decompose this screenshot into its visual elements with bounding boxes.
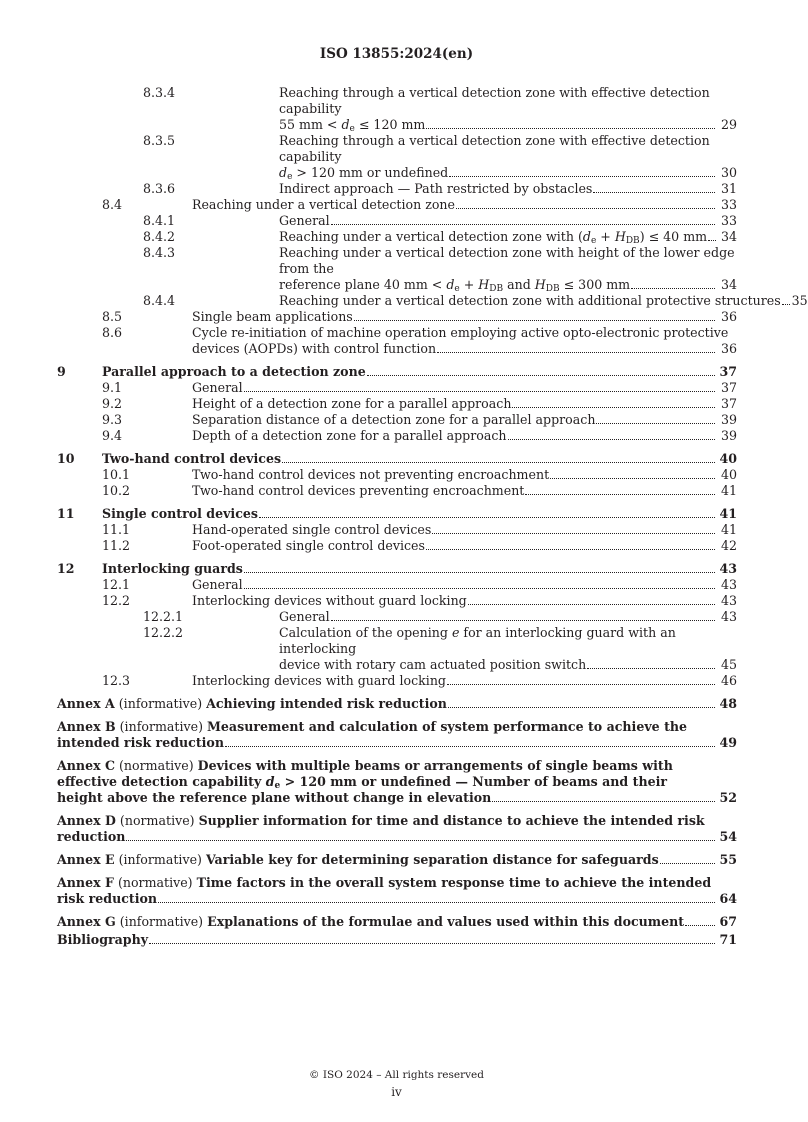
dot-leader (158, 902, 715, 903)
annex-status: (normative) (115, 813, 199, 828)
toc-entry-annex-g[interactable] (57, 914, 737, 930)
subscript-e: e (454, 284, 460, 294)
toc-number: 8.5 (102, 309, 123, 324)
annex-title: Devices with multiple beams or arrangements of single beams with (197, 758, 673, 773)
annex-label: Annex B (57, 719, 116, 734)
toc-number: 8.6 (102, 325, 123, 340)
toc-text: for an interlocking guard with an interlocking (279, 625, 676, 656)
toc-number: 8.3.5 (143, 133, 176, 148)
toc-entry-8-4-4[interactable] (57, 293, 808, 309)
footer-copyright: © ISO 2024 – All rights reserved (309, 1069, 484, 1081)
toc-entry-8-3-6[interactable] (57, 181, 737, 197)
subscript-db: DB (545, 284, 560, 294)
toc-page-number: 42 (720, 538, 737, 553)
toc-title: Separation distance of a detection zone for a parallel approach (192, 412, 596, 427)
toc-page-number: 41 (720, 522, 737, 537)
toc-text: 55 mm < (279, 117, 342, 132)
symbol-e: e (451, 625, 460, 640)
dot-leader (550, 478, 715, 479)
dot-leader (225, 746, 715, 747)
toc-text: Calculation of the opening (279, 625, 452, 640)
toc-entry-12-1[interactable] (57, 577, 737, 593)
toc-number: 9.1 (102, 380, 123, 395)
toc-number: 8.4.1 (143, 213, 176, 228)
toc-text: + (459, 277, 479, 292)
toc-page-number: 39 (720, 428, 737, 443)
toc-number: 8.4.2 (143, 229, 176, 244)
toc-entry-8-4[interactable] (57, 197, 737, 213)
toc-number: 12.1 (102, 577, 131, 592)
toc-page-number: 33 (720, 197, 737, 212)
toc-text: and (503, 277, 535, 292)
annex-label: Annex C (57, 758, 116, 773)
toc-number: 12.2.2 (143, 625, 184, 640)
annex-title: reduction (57, 829, 126, 844)
toc-entry-11-2[interactable] (57, 538, 737, 554)
dot-leader (456, 208, 715, 209)
toc-number: 8.3.4 (143, 85, 176, 100)
toc-title: Bibliography (57, 932, 149, 947)
toc-title: Single beam applications (192, 309, 353, 324)
toc-entry-annex-a[interactable] (57, 696, 737, 712)
annex-title: > 120 mm or undefined — Number of beams and their (280, 774, 668, 789)
toc-entry-12-3[interactable] (57, 673, 737, 689)
toc-title: Interlocking devices without guard locking (192, 593, 467, 608)
toc-entry-annex-d[interactable] (57, 813, 737, 845)
dot-leader (593, 192, 715, 193)
toc-title: Depth of a detection zone for a parallel approach (192, 428, 507, 443)
subscript-db: DB (625, 236, 640, 246)
toc-number: 10 (57, 451, 75, 466)
toc-page-number: 41 (720, 483, 737, 498)
toc-page-number: 41 (719, 506, 737, 521)
subscript-e: e (274, 781, 281, 791)
annex-label: Annex A (57, 696, 115, 711)
toc-entry-9-2[interactable] (57, 396, 737, 412)
symbol-d: d (341, 117, 350, 132)
toc-entry-12-2-2[interactable] (57, 625, 737, 673)
dot-leader (437, 352, 715, 353)
toc-page-number: 43 (720, 577, 737, 592)
toc-page-number: 45 (720, 657, 737, 672)
toc-entry-annex-b[interactable] (57, 719, 737, 751)
dot-leader (508, 439, 715, 440)
dot-leader (259, 517, 715, 518)
toc-text: Reaching under a vertical detection zone with ( (279, 229, 583, 244)
toc-page-number: 49 (719, 735, 737, 750)
toc-title: General (192, 380, 243, 395)
toc-entry-8-4-2[interactable] (57, 229, 737, 245)
dot-leader (149, 943, 715, 944)
dot-leader (448, 707, 715, 708)
toc-number: 9.2 (102, 396, 123, 411)
annex-title: Supplier information for time and distance to achieve the intended risk (198, 813, 705, 828)
toc-text: ≤ 300 mm (559, 277, 631, 292)
annex-label: Annex G (57, 914, 116, 929)
annex-title: Time factors in the overall system response time to achieve the intended (196, 875, 712, 890)
dot-leader (354, 320, 715, 321)
toc-title: Single control devices (102, 506, 258, 521)
toc-number: 10.1 (102, 467, 131, 482)
toc-title: General (192, 577, 243, 592)
annex-status: (informative) (114, 852, 206, 867)
dot-leader (126, 840, 715, 841)
dot-leader (631, 288, 715, 289)
annex-status: (normative) (113, 875, 197, 890)
toc-entry-11-1[interactable] (57, 522, 737, 538)
toc-page-number: 71 (719, 932, 737, 947)
toc-title-line: device with rotary cam actuated position switch (279, 657, 587, 672)
toc-page-number: 37 (720, 396, 737, 411)
toc-entry-10-1[interactable] (57, 467, 737, 483)
toc-title: General (279, 213, 330, 228)
toc-text: + (596, 229, 615, 244)
toc-number: 8.4.4 (143, 293, 176, 308)
toc-title-line: Reaching under a vertical detection zone with height of the lower edge from the (279, 245, 735, 276)
toc-entry-8-6[interactable] (57, 325, 737, 357)
annex-status: (normative) (115, 758, 198, 773)
toc-page-number: 31 (720, 181, 737, 196)
dot-leader (596, 423, 715, 424)
toc-entry-9[interactable] (57, 364, 737, 380)
toc-page-number: 39 (720, 412, 737, 427)
toc-page-number: 48 (719, 696, 737, 711)
toc-page-number: 34 (720, 229, 737, 244)
table-of-contents (57, 85, 808, 948)
subscript-db: DB (489, 284, 504, 294)
annex-title: Measurement and calculation of system performance to achieve the (206, 719, 688, 734)
page-header-title: ISO 13855:2024(en) (319, 46, 474, 62)
toc-entry-annex-f[interactable] (57, 875, 737, 907)
toc-page-number: 35 (791, 293, 808, 308)
dot-leader (282, 462, 715, 463)
toc-title: Parallel approach to a detection zone (102, 364, 366, 379)
toc-number: 9 (57, 364, 66, 379)
annex-title: Explanations of the formulae and values used within this document (207, 914, 685, 929)
toc-number: 9.4 (102, 428, 123, 443)
toc-title: Interlocking devices with guard locking (192, 673, 446, 688)
toc-text: ) ≤ 40 mm (639, 229, 708, 244)
toc-title: General (279, 609, 330, 624)
toc-entry-8-4-1[interactable] (57, 213, 737, 229)
toc-entry-12[interactable] (57, 561, 737, 577)
toc-number: 12.2 (102, 593, 131, 608)
toc-page-number: 46 (720, 673, 737, 688)
dot-leader (331, 620, 715, 621)
toc-number: 9.3 (102, 412, 123, 427)
annex-title: Variable key for determining separation distance for safeguards (205, 852, 659, 867)
toc-number: 8.4.3 (143, 245, 176, 260)
footer-page-number: iv (391, 1085, 402, 1099)
toc-page-number: 52 (719, 790, 737, 805)
dot-leader (685, 925, 715, 926)
dot-leader (525, 494, 715, 495)
symbol-h: H (534, 277, 546, 292)
annex-title: intended risk reduction (57, 735, 224, 750)
dot-leader (244, 588, 715, 589)
toc-entry-8-5[interactable] (57, 309, 737, 325)
subscript-e: e (287, 172, 293, 182)
subscript-e: e (590, 236, 597, 246)
dot-leader (331, 224, 715, 225)
toc-title: Two-hand control devices not preventing encroachment (192, 467, 550, 482)
symbol-h: H (478, 277, 490, 292)
toc-page-number: 34 (720, 277, 737, 292)
toc-title: Hand-operated single control devices (192, 522, 432, 537)
toc-entry-10-2[interactable] (57, 483, 737, 499)
toc-entry-annex-c[interactable] (57, 758, 737, 806)
toc-title: Height of a detection zone for a parallel approach (192, 396, 512, 411)
symbol-d: d (265, 774, 275, 789)
symbol-d: d (446, 277, 455, 292)
toc-number: 8.4 (102, 197, 123, 212)
symbol-h: H (614, 229, 626, 244)
toc-entry-10[interactable] (57, 451, 737, 467)
toc-text: reference plane 40 mm < (279, 277, 447, 292)
toc-entry-12-2[interactable] (57, 593, 737, 609)
toc-entry-8-4-3[interactable] (57, 245, 737, 293)
toc-page-number: 43 (720, 609, 737, 624)
toc-number: 11 (57, 506, 75, 521)
annex-title: risk reduction (57, 891, 158, 906)
toc-page-number: 64 (719, 891, 737, 906)
toc-title: Indirect approach — Path restricted by obstacles (279, 181, 593, 196)
toc-page-number: 43 (720, 593, 737, 608)
toc-entry-8-3-4[interactable] (57, 85, 737, 133)
toc-entry-annex-e[interactable] (57, 852, 737, 868)
annex-label: Annex E (57, 852, 115, 867)
dot-leader (367, 375, 715, 376)
dot-leader (432, 533, 715, 534)
dot-leader (426, 549, 715, 550)
toc-page-number: 67 (719, 914, 737, 929)
dot-leader (782, 304, 790, 305)
dot-leader (426, 128, 715, 129)
dot-leader (708, 240, 716, 241)
toc-entry-11[interactable] (57, 506, 737, 522)
toc-title: Two-hand control devices preventing encroachment (192, 483, 525, 498)
annex-label: Annex F (57, 875, 114, 890)
toc-title: Reaching under a vertical detection zone with additional protective structures (279, 293, 781, 308)
annex-status: (informative) (115, 914, 208, 929)
toc-page-number: 43 (719, 561, 737, 576)
toc-text: > 120 mm or undefined (292, 165, 449, 180)
toc-page-number: 37 (719, 364, 737, 379)
toc-text: ≤ 120 mm (354, 117, 426, 132)
toc-page-number: 29 (720, 117, 737, 132)
dot-leader (449, 176, 715, 177)
toc-title: Two-hand control devices (102, 451, 282, 466)
dot-leader (492, 801, 715, 802)
annex-status: (informative) (115, 719, 207, 734)
toc-page-number: 40 (719, 451, 737, 466)
dot-leader (244, 391, 715, 392)
dot-leader (468, 604, 715, 605)
toc-entry-bibliography[interactable] (57, 932, 737, 948)
symbol-d: d (279, 165, 288, 180)
dot-leader (447, 684, 715, 685)
annex-title: effective detection capability (57, 774, 266, 789)
toc-page-number: 54 (719, 829, 737, 844)
toc-title-line: Cycle re-initiation of machine operation employing active opto-electronic protective (192, 325, 729, 340)
dot-leader (244, 572, 715, 573)
toc-title-line: Reaching through a vertical detection zone with effective detection capability (279, 133, 710, 164)
toc-number: 12 (57, 561, 75, 576)
toc-number: 12.3 (102, 673, 131, 688)
annex-title: height above the reference plane without change in elevation (57, 790, 492, 805)
toc-page-number: 36 (720, 341, 737, 356)
annex-label: Annex D (57, 813, 116, 828)
symbol-d: d (582, 229, 591, 244)
toc-title: Reaching under a vertical detection zone (192, 197, 455, 212)
toc-title-line: Reaching through a vertical detection zone with effective detection capability (279, 85, 710, 116)
annex-status: (informative) (114, 696, 207, 711)
subscript-e: e (349, 124, 355, 134)
toc-entry-12-2-1[interactable] (57, 609, 737, 625)
annex-title: Achieving intended risk reduction (206, 696, 447, 711)
toc-page-number: 30 (720, 165, 737, 180)
toc-page-number: 40 (720, 467, 737, 482)
toc-page-number: 33 (720, 213, 737, 228)
toc-page-number: 37 (720, 380, 737, 395)
toc-title-line: devices (AOPDs) with control function (192, 341, 437, 356)
toc-title: Interlocking guards (102, 561, 243, 576)
toc-number: 11.1 (102, 522, 131, 537)
toc-entry-9-4[interactable] (57, 428, 737, 444)
dot-leader (660, 863, 715, 864)
toc-number: 8.3.6 (143, 181, 176, 196)
toc-entry-9-3[interactable] (57, 412, 737, 428)
toc-number: 10.2 (102, 483, 131, 498)
toc-title: Foot-operated single control devices (192, 538, 425, 553)
dot-leader (512, 407, 715, 408)
toc-entry-9-1[interactable] (57, 380, 737, 396)
toc-entry-8-3-5[interactable] (57, 133, 737, 181)
toc-number: 12.2.1 (143, 609, 184, 624)
dot-leader (587, 668, 715, 669)
toc-page-number: 55 (719, 852, 737, 867)
toc-number: 11.2 (102, 538, 131, 553)
toc-page-number: 36 (720, 309, 737, 324)
